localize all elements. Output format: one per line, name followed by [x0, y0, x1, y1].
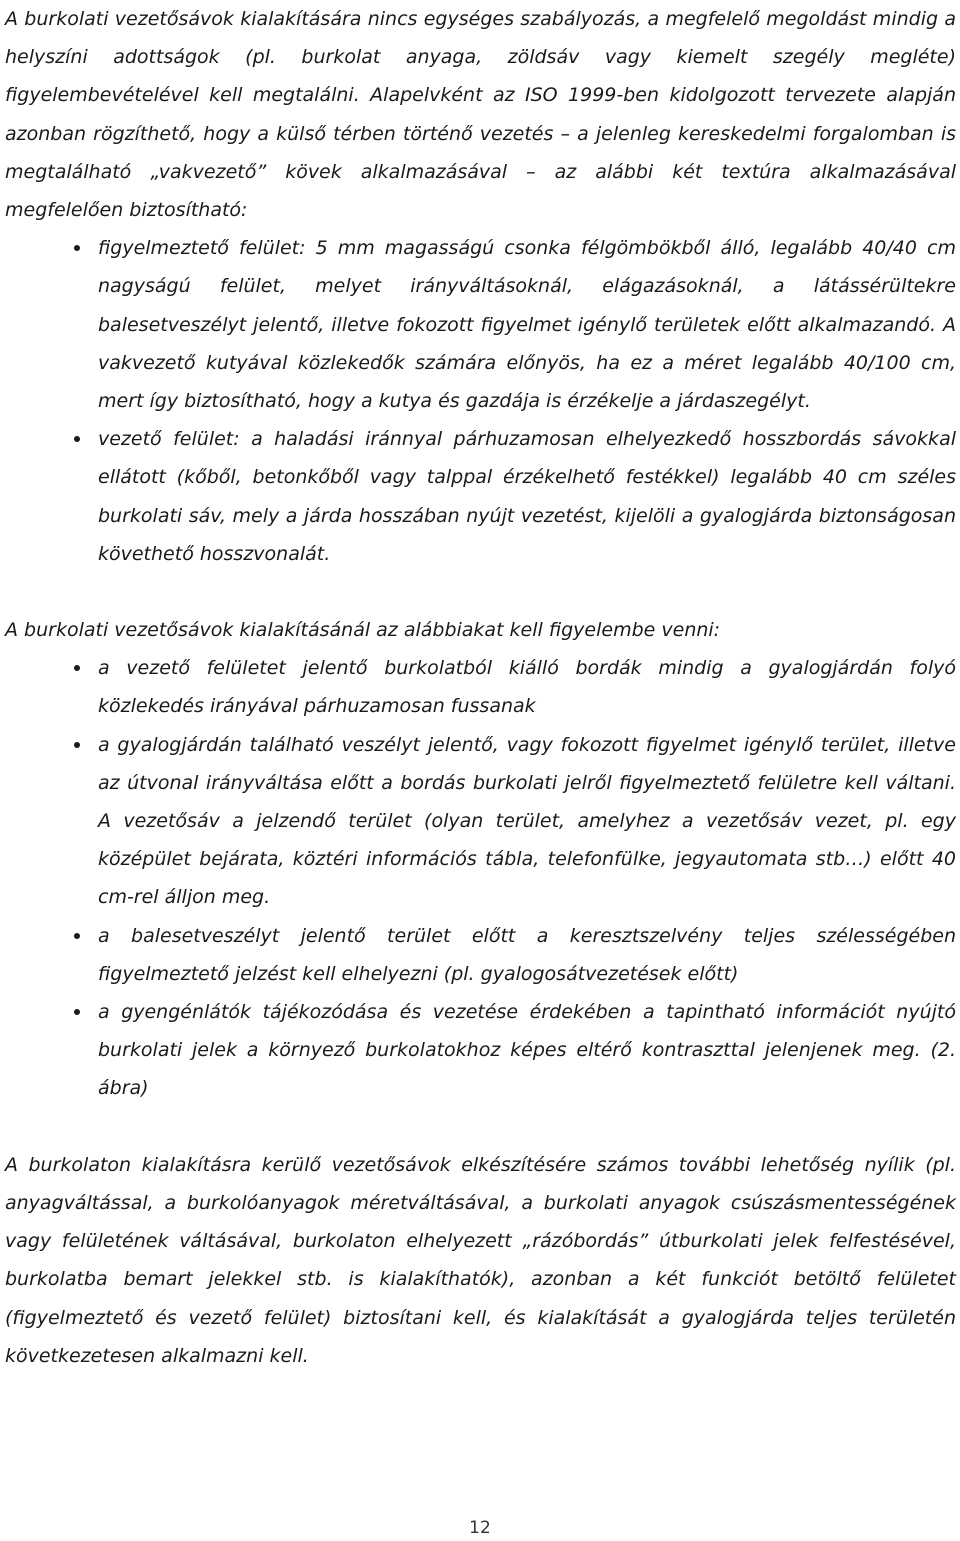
list-item-text: figyelmeztető felület: 5 mm magasságú csonka félgömbökből álló, legalább 40/40 cm nagyságú felület, melyet irányváltásoknál, elágazásoknál, a látássérültekre balesetveszélyt jelentő, illetve fokozott figyelmet igénylő területek előtt alkalmazandó. A vakvezető kutyával közlekedők számára előnyös, ha ez a méret legalább 40/100 cm, mert így biztosítható, hogy a kutya és gazdája is érzékelje a járdaszegélyt. [98, 237, 956, 413]
list-item-text: a gyalogjárdán található veszélyt jelentő, vagy fokozott figyelmet igénylő terület, illetve az útvonal irányváltása előtt a bordás burkolati jelről figyelmeztető felületre kell váltani. A vezetősáv a jelzendő terület (olyan terület, amelyhez a vezetősáv vezet, pl. egy középület bejárata, köztéri információs tábla, telefonfülke, jegyautomata stb…) előtt 40 cm-rel álljon meg. [98, 733, 956, 909]
bullet-icon [74, 1009, 80, 1015]
bullet-icon [74, 245, 80, 251]
section1-bullet-list [5, 229, 956, 573]
bullet-icon [74, 665, 80, 671]
document-page [5, 0, 956, 1375]
section2-bullet-list [5, 649, 956, 1107]
list-item-text: a vezető felületet jelentő burkolatból kiálló bordák mindig a gyalogjárdán folyó közlekedés irányával párhuzamosan fussanak [98, 657, 956, 718]
list-item [5, 229, 956, 420]
list-item-text: a balesetveszélyt jelentő terület előtt a keresztszelvény teljes szélességében figyelmeztető jelzést kell elhelyezni (pl. gyalogosátvezetések előtt) [98, 924, 956, 985]
section3-paragraph: A burkolaton kialakításra kerülő vezetősávok elkészítésére számos további lehetőség nyílik (pl. anyagváltással, a burkolóanyagok méretváltásával, a burkolati anyagok csúszásmentességének vagy felületének váltásával, burkolaton elhelyezett „rázóbordás” útburkolati jelek felfestésével, burkolatba bemart jelekkel stb. is kialakíthatók), azonban a két funkciót betöltő felületet (figyelmeztető és vezető felület) biztosítani kell, és kialakítását a gyalogjárda teljes területén következetesen alkalmazni kell. [5, 1153, 956, 1367]
list-item-text: vezető felület: a haladási iránnyal párhuzamosan elhelyezkedő hosszbordás sávokkal ellátott (kőből, betonkőből vagy talppal érzékelhető festékkel) legalább 40 cm széles burkolati sáv, mely a járda hosszában nyújt vezetést, kijelöli a gyalogjárda biztonságosan követhető hosszvonalát. [98, 428, 956, 565]
section2-intro: A burkolati vezetősávok kialakításánál az alábbiakat kell figyelembe venni: [5, 619, 721, 642]
section1-intro: A burkolati vezetősávok kialakítására nincs egységes szabályozás, a megfelelő megoldást mindig a helyszíni adottságok (pl. burkolat anyaga, zöldsáv vagy kiemelt szegély megléte) figyelembevételével kell megtalálni. Alapelvként az ISO 1999-ben kidolgozott tervezete alapján azonban rögzíthető, hogy a külső térben történő vezetés – a jelenleg kereskedelmi forgalomban is megtalálható „vakvezető” kövek alkalmazásával – az alábbi két textúra alkalmazásával megfelelően biztosítható: [5, 8, 956, 222]
page-number: 12 [469, 1518, 491, 1538]
list-item [5, 726, 956, 917]
list-item [5, 993, 956, 1108]
paragraph-gap [5, 573, 956, 611]
bullet-icon [74, 436, 80, 442]
list-item [5, 917, 956, 993]
list-item-text: a gyengénlátók tájékozódása és vezetése érdekében a tapintható információt nyújtó burkolati jelek a környező burkolatokhoz képes eltérő kontraszttal jelenjenek meg. (2. ábra) [98, 1001, 956, 1100]
paragraph-gap [5, 1108, 956, 1146]
bullet-icon [74, 742, 80, 748]
bullet-icon [74, 933, 80, 939]
list-item [5, 420, 956, 573]
list-item [5, 649, 956, 725]
